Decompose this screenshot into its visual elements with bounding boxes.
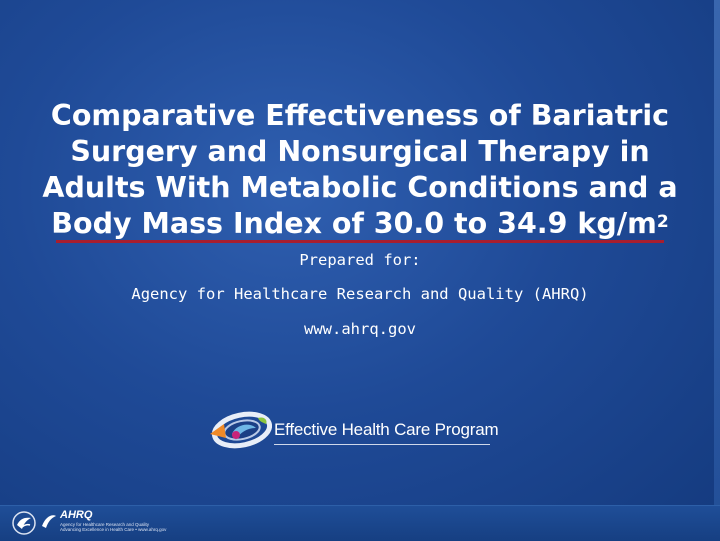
ahrq-swoosh-icon <box>40 512 58 530</box>
effective-health-care-swirl-icon <box>206 404 272 456</box>
slide-title-text: Comparative Effectiveness of Bariatric Surgery and Nonsurgical Therapy in Adults With Metabolic Conditions and a Body Mass Index of 30.0 to 34.9 kg/m <box>42 99 678 240</box>
program-name: Effective Health Care Program <box>274 420 499 439</box>
title-divider <box>56 240 664 243</box>
agency-url: www.ahrq.gov <box>304 320 416 338</box>
hhs-eagle-icon <box>12 509 36 537</box>
title-superscript: 2 <box>656 212 669 232</box>
effective-health-care-logo <box>206 404 499 456</box>
agency-name: Agency for Healthcare Research and Quality (AHRQ) <box>131 285 589 303</box>
slide-edge-accent <box>714 0 720 540</box>
ahrq-label: AHRQ <box>60 509 93 521</box>
ahrq-tagline-line-1: Agency for Healthcare Research and Quality <box>60 522 150 527</box>
prepared-for-label: Prepared for: <box>299 251 421 269</box>
slide-title <box>40 98 680 242</box>
program-underline <box>274 444 490 445</box>
ahrq-tagline <box>60 522 167 532</box>
ahrq-tagline-line-2: Advancing Excellence in Health Care • www.ahrq.gov <box>60 527 167 532</box>
ahrq-footer-logo <box>12 508 167 538</box>
